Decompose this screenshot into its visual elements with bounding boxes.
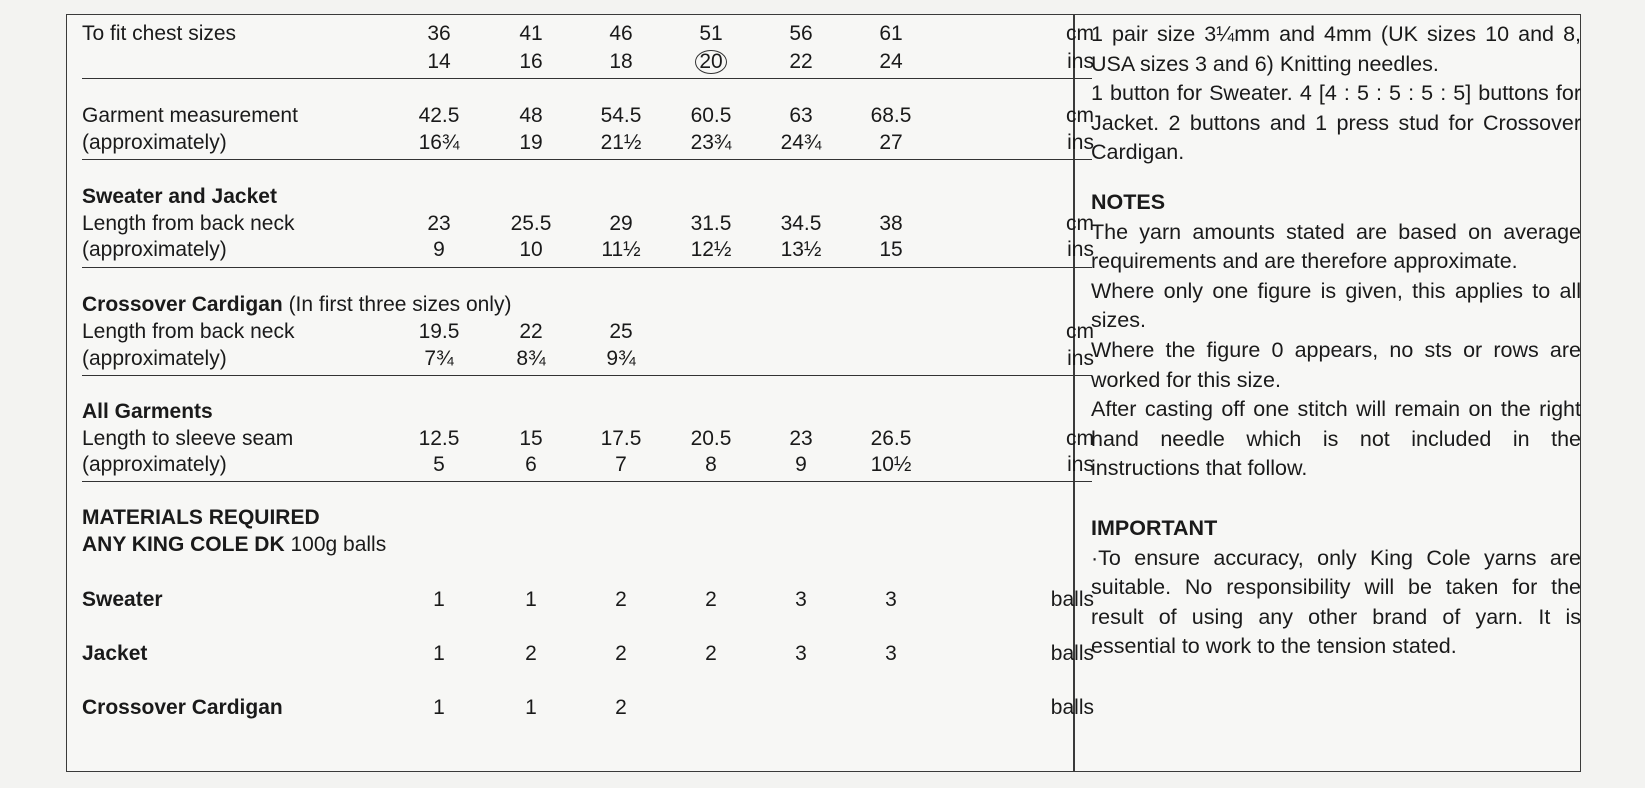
- size-value: 15: [519, 427, 543, 450]
- unit-label: cm: [1066, 22, 1094, 45]
- unit-label: ins: [1067, 453, 1094, 476]
- unit-label: cm: [1066, 320, 1094, 343]
- size-value: 68.5: [870, 104, 912, 127]
- size-value: 10: [519, 238, 543, 261]
- all-ins-row: [66, 451, 1141, 479]
- size-value: 23: [789, 427, 813, 450]
- all-approx: (approximately): [82, 453, 227, 476]
- size-value: 22: [789, 50, 813, 73]
- size-value: 7: [615, 453, 627, 476]
- cc-ins-row: [66, 345, 1141, 373]
- rule: [82, 267, 1092, 268]
- cc-approx: (approximately): [82, 347, 227, 370]
- size-value: 31.5: [690, 212, 732, 235]
- size-value: 60.5: [690, 104, 732, 127]
- material-label: Jacket: [82, 642, 148, 665]
- size-value: 46: [609, 22, 633, 45]
- material-label: Sweater: [82, 588, 163, 611]
- size-value: 10½: [870, 453, 912, 476]
- size-value: 21½: [600, 131, 642, 154]
- all-heading-text: [82, 398, 213, 426]
- chest-ins-row: [66, 48, 1141, 76]
- size-value: 8: [705, 453, 717, 476]
- size-value: 63: [789, 104, 813, 127]
- needles-text: 1 pair size 3¼mm and 4mm (UK sizes 10 and 8, USA sizes 3 and 6) Knitting needles.: [1091, 22, 1581, 76]
- size-value: 20.5: [690, 427, 732, 450]
- size-value: 7¾: [424, 347, 454, 370]
- cc-label: Length from back neck: [82, 320, 295, 343]
- sj-cm-row: [66, 210, 1141, 238]
- material-row: [66, 694, 1141, 722]
- unit-label: cm: [1066, 427, 1094, 450]
- size-value: 1: [433, 588, 445, 611]
- yarn-bold: ANY KING COLE DK: [82, 533, 285, 556]
- sj-approx: (approximately): [82, 238, 227, 261]
- unit-label: ins: [1067, 347, 1094, 370]
- size-value: 48: [519, 104, 543, 127]
- rule: [82, 375, 1092, 376]
- size-value: 9¾: [606, 347, 636, 370]
- heading-bold: MATERIALS REQUIRED: [82, 506, 320, 529]
- garment-ins-row: [66, 129, 1141, 157]
- size-value: 2: [705, 588, 717, 611]
- size-value: 11½: [601, 238, 641, 261]
- unit-label: balls: [1050, 696, 1094, 719]
- size-value: 2: [705, 642, 717, 665]
- size-value: 2: [525, 642, 537, 665]
- sizes-table: [66, 14, 1141, 772]
- heading-bold: Sweater and Jacket: [82, 185, 277, 208]
- sj-label: Length from back neck: [82, 212, 295, 235]
- size-value: 6: [525, 453, 537, 476]
- size-value: 5: [433, 453, 445, 476]
- size-value: 24¾: [780, 131, 822, 154]
- right-column: [1091, 20, 1581, 662]
- size-value: 9: [433, 238, 445, 261]
- size-value: 16: [519, 50, 543, 73]
- size-value: 3: [885, 588, 897, 611]
- garment-cm-row: [66, 102, 1141, 130]
- all-label: Length to sleeve seam: [82, 427, 294, 450]
- material-row: [66, 586, 1141, 614]
- size-value: 2: [615, 588, 627, 611]
- size-value: [676, 48, 746, 76]
- size-value: 1: [433, 696, 445, 719]
- size-value: 8¾: [516, 347, 546, 370]
- size-value: 23: [427, 212, 451, 235]
- yarn-line-text: [82, 531, 386, 559]
- note-3: Where the figure 0 appears, no sts or rows are worked for this size.: [1091, 337, 1581, 392]
- important-text: ·To ensure accuracy, only King Cole yarns are suitable. No responsibility will be taken for the result of using any other brand of yarn. It is essential to work to the tension stated.: [1091, 545, 1581, 659]
- size-value: 25: [609, 320, 633, 343]
- size-value: 22: [519, 320, 543, 343]
- size-value: 1: [433, 642, 445, 665]
- unit-label: ins: [1067, 131, 1094, 154]
- unit-label: cm: [1066, 212, 1094, 235]
- size-value: 13½: [780, 238, 822, 261]
- size-value: 2: [615, 642, 627, 665]
- size-value: 42.5: [418, 104, 460, 127]
- notes-heading: NOTES: [1091, 189, 1166, 214]
- important-heading: IMPORTANT: [1091, 515, 1218, 540]
- all-cm-row: [66, 425, 1141, 453]
- unit-label: balls: [1050, 642, 1094, 665]
- note-2: Where only one figure is given, this applies to all sizes.: [1091, 278, 1581, 333]
- size-value: 16¾: [418, 131, 460, 154]
- size-value: 29: [609, 212, 633, 235]
- heading-note: (In first three sizes only): [282, 293, 512, 316]
- size-value: 19.5: [418, 320, 460, 343]
- crossover-heading: [66, 291, 1141, 319]
- size-value: 18: [609, 50, 633, 73]
- chest-cm-row: [66, 20, 1141, 48]
- size-value: 54.5: [600, 104, 642, 127]
- heading-bold: All Garments: [82, 400, 213, 423]
- heading-bold: Crossover Cardigan: [82, 293, 283, 316]
- size-value: 34.5: [780, 212, 822, 235]
- sweater-jacket-heading-text: [82, 183, 277, 211]
- note-1: The yarn amounts stated are based on average requirements and are therefore approximate.: [1091, 219, 1581, 274]
- buttons-text: 1 button for Sweater. 4 [4 : 5 : 5 : 5 : 5] buttons for Jacket. 2 buttons and 1 press stud for Crossover Cardigan.: [1091, 81, 1581, 165]
- size-value: 41: [519, 22, 543, 45]
- unit-label: cm: [1066, 104, 1094, 127]
- crossover-heading-text: [82, 291, 511, 319]
- yarn-rest: 100g balls: [284, 533, 387, 556]
- size-value: 25.5: [510, 212, 552, 235]
- size-value: 1: [525, 588, 537, 611]
- material-label: Crossover Cardigan: [82, 696, 283, 719]
- cc-cm-row: [66, 318, 1141, 346]
- unit-label: balls: [1050, 588, 1094, 611]
- size-value: 23¾: [690, 131, 732, 154]
- circled-size: 20: [695, 50, 726, 74]
- size-value: 19: [519, 131, 543, 154]
- chest-label: To fit chest sizes: [82, 22, 237, 45]
- note-4: After casting off one stitch will remain on the right hand needle which is not included in the instructions that follow.: [1091, 397, 1581, 481]
- unit-label: ins: [1067, 50, 1094, 73]
- garment-label: Garment measurement: [82, 104, 298, 127]
- size-value: 1: [525, 696, 537, 719]
- size-value: 26.5: [870, 427, 912, 450]
- rule: [82, 481, 1092, 482]
- size-value: 36: [427, 22, 451, 45]
- size-value: 27: [879, 131, 903, 154]
- rule: [82, 159, 1092, 160]
- all-heading: [66, 398, 1141, 426]
- unit-label: ins: [1067, 238, 1094, 261]
- size-value: 12.5: [418, 427, 460, 450]
- size-value: 2: [615, 696, 627, 719]
- rule: [82, 78, 1092, 79]
- sj-ins-row: [66, 236, 1141, 264]
- size-value: 3: [795, 588, 807, 611]
- yarn-line: [66, 531, 1141, 559]
- materials-heading-text: [82, 504, 320, 532]
- size-value: 51: [699, 22, 723, 45]
- size-value: 15: [879, 238, 903, 261]
- garment-approx: (approximately): [82, 131, 227, 154]
- size-value: 17.5: [600, 427, 642, 450]
- size-value: 14: [427, 50, 451, 73]
- material-row: [66, 640, 1141, 668]
- size-value: 12½: [690, 238, 732, 261]
- size-value: 38: [879, 212, 903, 235]
- size-value: 3: [885, 642, 897, 665]
- sweater-jacket-heading: [66, 183, 1141, 211]
- size-value: 56: [789, 22, 813, 45]
- size-value: 3: [795, 642, 807, 665]
- size-value: 24: [879, 50, 903, 73]
- size-value: 61: [879, 22, 903, 45]
- materials-heading: [66, 504, 1141, 532]
- size-value: 9: [795, 453, 807, 476]
